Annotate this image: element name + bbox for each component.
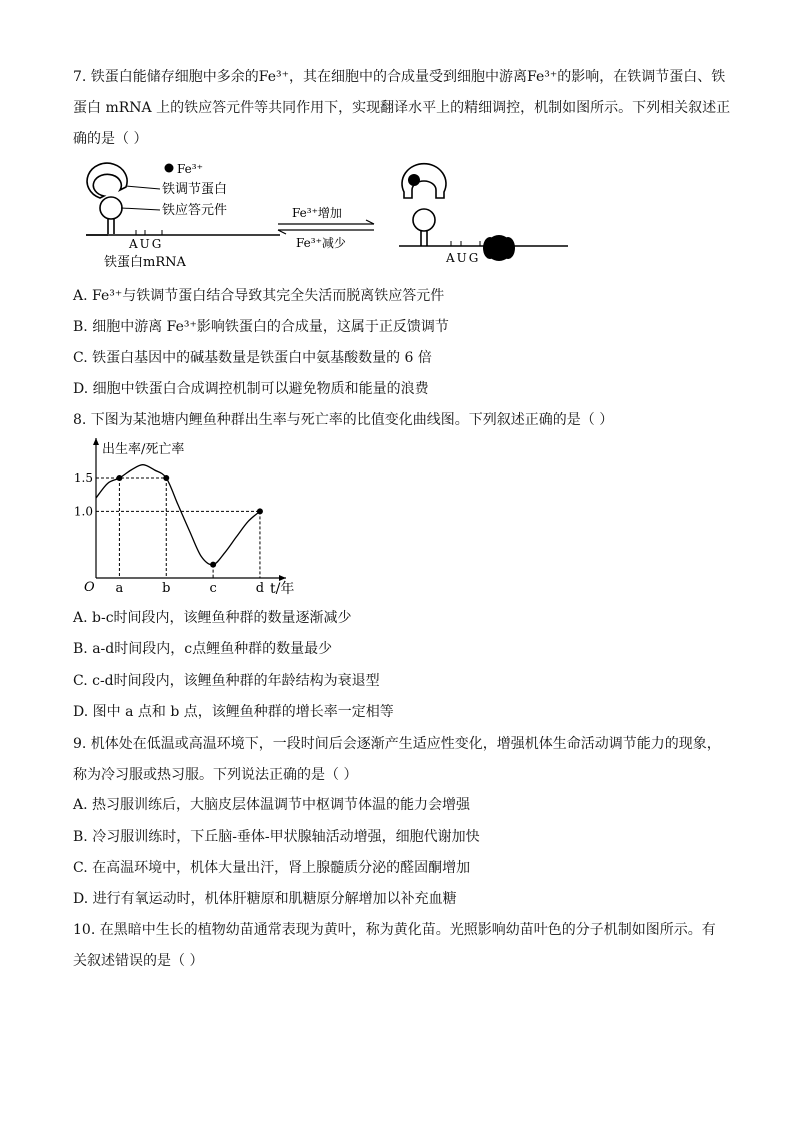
iron-regulatory-protein [87, 163, 127, 198]
q9-option-c: C. 在高温环境中，机体大量出汗，肾上腺髓质分泌的醛固酮增加 [73, 860, 471, 876]
q9-option-b: B. 冷习服训练时，下丘脑-垂体-甲状腺轴活动增强，细胞代谢加快 [73, 829, 480, 845]
q8-option-c: C. c-d时间段内，该鲤鱼种群的年龄结构为衰退型 [73, 673, 380, 689]
aug-label-right: AUG [446, 251, 481, 265]
q8-option-a: A. b-c时间段内，该鲤鱼种群的数量逐渐减少 [73, 610, 352, 626]
q9-option-a: A. 热习服训练后，大脑皮层体温调节中枢调节体温的能力会增强 [73, 797, 471, 813]
q10-stem-line1: 10. 在黑暗中生长的植物幼苗通常表现为黄叶，称为黄化苗。光照影响幼苗叶色的分子机制如图所示。有 [73, 922, 716, 938]
mrna-label: 铁蛋白mRNA [104, 255, 186, 270]
fe-label: Fe³⁺ [177, 162, 203, 176]
point-d [257, 508, 263, 514]
arrow-decrease-label: Fe³⁺减少 [296, 236, 346, 250]
fe-bound-dot [408, 174, 420, 186]
y-axis-arrow [93, 438, 99, 445]
point-a [116, 475, 122, 481]
y-axis-label: 出生率/死亡率 [102, 442, 185, 457]
aug-label-left: AUG [129, 237, 164, 251]
regulator-label: 铁调节蛋白 [162, 182, 228, 197]
x-tick-label-b: b [162, 581, 171, 596]
q9-option-d: D. 进行有氧运动时，机体肝糖原和肌糖原分解增加以补充血糖 [73, 891, 457, 907]
x-axis-label: t/年 [270, 581, 295, 597]
iron-response-element-loop [100, 197, 122, 219]
y-tick-label: 1.0 [73, 504, 93, 519]
iron-response-element-loop-right [413, 209, 435, 231]
origin-label: O [84, 580, 95, 595]
q8-option-b: B. a-d时间段内，c点鲤鱼种群的数量最少 [73, 641, 333, 657]
q7-stem-line1: 7. 铁蛋白能储存细胞中多余的Fe³⁺，其在细胞中的合成量受到细胞中游离Fe³⁺的影响，在铁调节蛋白、铁 [73, 69, 726, 85]
point-c [210, 562, 216, 568]
q9-stem-line2: 称为冷习服或热习服。下列说法正确的是（ ） [73, 767, 358, 783]
q7-option-c: C. 铁蛋白基因中的碱基数量是铁蛋白中氨基酸数量的 6 倍 [73, 350, 432, 366]
x-tick-label-a: a [115, 581, 124, 596]
x-tick-label-d: d [255, 581, 265, 596]
point-b [163, 475, 169, 481]
arrow-increase-label: Fe³⁺增加 [292, 206, 342, 220]
element-label: 铁应答元件 [162, 203, 228, 218]
q10-stem-line2: 关叙述错误的是（ ） [73, 953, 204, 969]
q7-diagram [84, 156, 584, 274]
q7-stem-line3: 确的是（ ） [73, 131, 148, 147]
q8-stem: 8. 下图为某池塘内鲤鱼种群出生率与死亡率的比值变化曲线图。下列叙述正确的是（ ） [73, 412, 614, 428]
q7-option-a: A. Fe³⁺与铁调节蛋白结合导致其完全失活而脱离铁应答元件 [73, 288, 445, 304]
fe-ion-dot [165, 164, 174, 173]
y-tick-label: 1.5 [73, 471, 93, 485]
q9-stem-line1: 9. 机体处在低温或高温环境下，一段时间后会逐渐产生适应性变化，增强机体生命活动调节能力的现象， [73, 736, 721, 752]
q7-option-b: B. 细胞中游离 Fe³⁺影响铁蛋白的合成量，这属于正反馈调节 [73, 319, 449, 335]
q8-chart [73, 436, 296, 600]
x-tick-label-c: c [209, 581, 217, 596]
q8-option-d: D. 图中 a 点和 b 点，该鲤鱼种群的增长率一定相等 [73, 704, 394, 720]
q7-stem-line2: 蛋白 mRNA 上的铁应答元件等共同作用下，实现翻译水平上的精细调控，机制如图所示。下列相关叙述正 [73, 100, 731, 116]
q7-option-d: D. 细胞中铁蛋白合成调控机制可以避免物质和能量的浪费 [73, 381, 429, 397]
